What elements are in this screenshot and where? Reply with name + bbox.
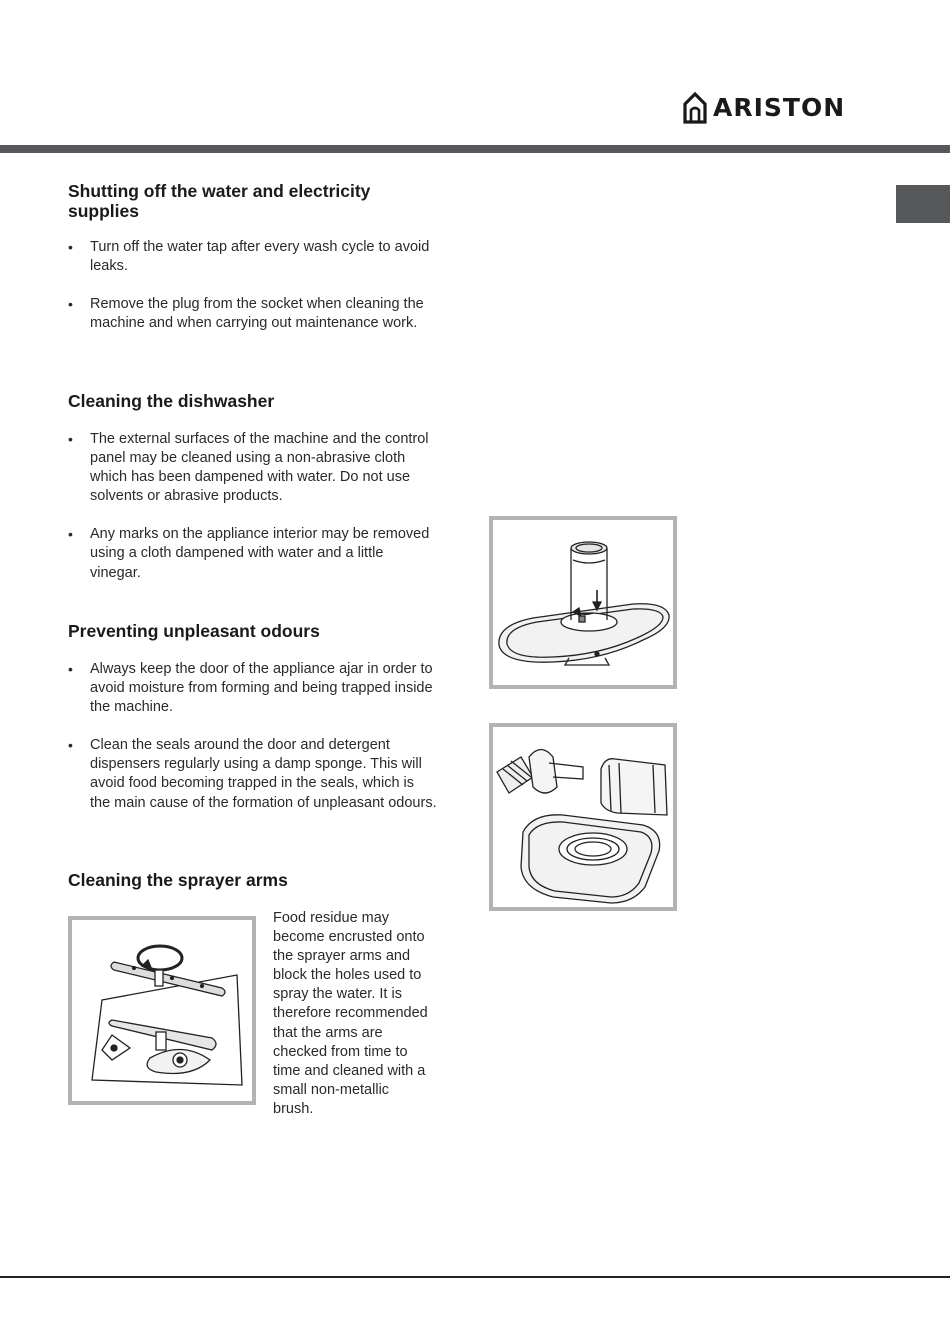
ariston-logo xyxy=(683,92,845,124)
header-rule xyxy=(0,145,950,153)
section-tab-marker xyxy=(896,185,950,223)
list-item: • Turn off the water tap after every wash cycle to avoid leaks. xyxy=(68,238,438,276)
section-title-sprayer-arms: Cleaning the sprayer arms xyxy=(68,870,288,890)
house-logo-icon xyxy=(683,92,707,124)
section-title-cleaning-dishwasher: Cleaning the dishwasher xyxy=(68,391,275,411)
filter-parts-illustration xyxy=(489,723,677,911)
sprayer-arms-text: Food residue may become encrusted onto the sprayer arms and block the holes used to spray the water. It is therefore recommended that the arms are checked from time to time and cleaned with a small non-metallic brush. xyxy=(273,910,428,1117)
list-item: • Any marks on the appliance interior may be removed using a cloth dampened with water and a little vinegar. xyxy=(68,525,438,582)
list-item: • The external surfaces of the machine and the control panel may be cleaned using a non-abrasive cloth which has been dampened with water. Do not use solvents or abrasive products. xyxy=(68,430,438,506)
section-title-water-electricity: Shutting off the water and electricity supplies xyxy=(68,181,371,221)
list-item: • Clean the seals around the door and detergent dispensers regularly using a damp sponge. This will avoid food becoming trapped in the seals, which is the main cause of the formation of unpleasant odours. xyxy=(68,736,438,812)
sprayer-arms-illustration xyxy=(68,916,256,1105)
footer-rule xyxy=(0,1276,950,1278)
odours-list xyxy=(68,660,438,832)
filter-assembly-illustration xyxy=(489,516,677,689)
brand-name: ARISTON xyxy=(713,93,846,122)
water-electricity-list xyxy=(68,238,438,352)
cleaning-dishwasher-list xyxy=(68,430,438,602)
list-item: • Remove the plug from the socket when cleaning the machine and when carrying out maintenance work. xyxy=(68,295,438,333)
section-title-odours: Preventing unpleasant odours xyxy=(68,621,320,641)
list-item: • Always keep the door of the appliance ajar in order to avoid moisture from forming and being trapped inside the machine. xyxy=(68,660,438,717)
